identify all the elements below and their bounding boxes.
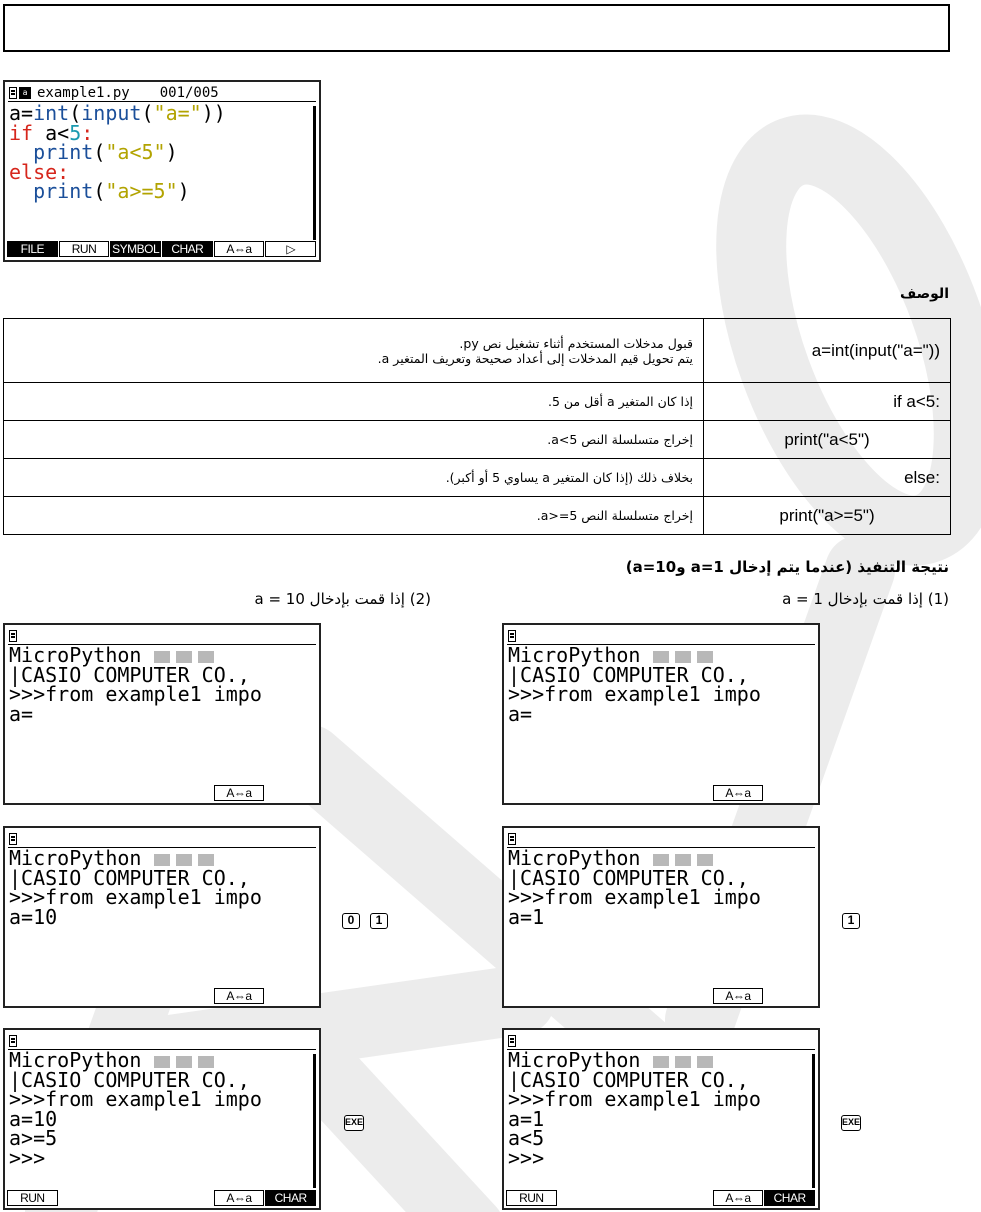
function-key xyxy=(162,785,213,801)
shell-function-keys xyxy=(7,988,317,1004)
battery-icon xyxy=(9,1035,17,1047)
code-statement: else: xyxy=(704,459,951,497)
function-key[interactable]: A⇔a xyxy=(713,988,764,1004)
function-key[interactable]: CHAR xyxy=(764,1190,815,1206)
blurred-version xyxy=(198,651,214,663)
function-key xyxy=(609,1190,660,1206)
description-line: يتم تحويل قيم المدخلات إلى أعداد صحيحة وتعريف المتغير a. xyxy=(377,350,693,366)
shell-text: MicroPython xyxy=(9,1048,142,1072)
key-1: 1 xyxy=(370,913,388,929)
shell-text: |CASIO COMPUTER CO., xyxy=(9,1067,250,1092)
code-token: else xyxy=(9,159,58,184)
function-key xyxy=(59,988,110,1004)
shell-text: MicroPython xyxy=(9,846,142,870)
shell-function-keys xyxy=(506,785,816,801)
shell-text: MicroPython xyxy=(508,846,641,870)
code-statement: if a<5: xyxy=(704,383,951,421)
battery-icon xyxy=(9,833,17,845)
function-key xyxy=(558,1190,609,1206)
description-row xyxy=(4,383,951,421)
blurred-version xyxy=(697,651,713,663)
description-row xyxy=(4,459,951,497)
code-token: )) xyxy=(201,101,226,125)
function-key[interactable]: SYMBOL xyxy=(112,242,160,256)
shell-text: >>>from example1 impo xyxy=(9,682,262,707)
editor-function-keys xyxy=(7,241,317,258)
blurred-version xyxy=(697,1056,713,1068)
code-token: a< xyxy=(33,120,70,145)
shell-output xyxy=(9,643,315,726)
code-statement: print("a>=5") xyxy=(704,497,951,535)
scrollbar xyxy=(812,1054,815,1188)
function-key xyxy=(506,988,557,1004)
code-token: ( xyxy=(141,101,154,125)
shell-text: MicroPython xyxy=(508,643,641,667)
blurred-version xyxy=(154,1056,170,1068)
code-token: input xyxy=(81,101,142,125)
code-token: : xyxy=(57,159,70,184)
function-key[interactable]: A⇔a xyxy=(214,1190,265,1206)
code-token: : xyxy=(81,120,94,145)
function-key xyxy=(764,785,815,801)
function-key xyxy=(7,785,58,801)
shell-screen-a10-input xyxy=(3,826,321,1008)
function-key[interactable]: RUN xyxy=(506,1190,557,1206)
description-line: إذا كان المتغير a أقل من 5. xyxy=(547,394,693,409)
function-key[interactable]: CHAR xyxy=(265,1190,316,1206)
shell-text: MicroPython xyxy=(9,643,142,667)
description-heading: الوصف xyxy=(899,286,949,302)
battery-icon xyxy=(508,1035,516,1047)
function-key xyxy=(59,1190,110,1206)
shell-line: a=1 xyxy=(508,904,545,929)
description-text xyxy=(4,383,704,421)
function-key xyxy=(558,988,609,1004)
shell-screen-a1-input xyxy=(502,826,820,1008)
code-token: print xyxy=(33,179,94,204)
shell-output xyxy=(9,846,315,929)
blurred-version xyxy=(176,854,192,866)
description-text xyxy=(4,497,704,535)
function-key xyxy=(661,988,712,1004)
function-key xyxy=(162,988,213,1004)
description-line: قبول مدخلات المستخدم أثناء تشغيل نص py. xyxy=(459,335,693,351)
python-file-icon: a xyxy=(19,87,31,99)
shell-line: a=1 xyxy=(508,1106,545,1131)
shell-function-keys xyxy=(506,1190,816,1206)
editor-status-bar xyxy=(9,84,219,102)
code-token: 5 xyxy=(69,120,82,145)
blurred-version xyxy=(653,1056,669,1068)
function-key xyxy=(609,785,660,801)
function-key xyxy=(162,1190,213,1206)
shell-text: >>>from example1 impo xyxy=(9,1087,262,1112)
description-text xyxy=(4,421,704,459)
function-key xyxy=(764,988,815,1004)
scrollbar xyxy=(313,1054,316,1188)
shell-output xyxy=(9,1048,315,1170)
battery-icon xyxy=(508,833,516,845)
function-key[interactable]: FILE xyxy=(7,241,58,257)
function-key xyxy=(59,785,110,801)
blurred-version xyxy=(176,1056,192,1068)
function-key[interactable]: ▷ xyxy=(265,241,316,257)
editor-code xyxy=(9,101,315,204)
result-heading: نتيجة التنفيذ (عندما يتم إدخال a=1 وa=10) xyxy=(625,558,949,576)
shell-line: a<5 xyxy=(508,1126,545,1151)
function-key[interactable]: A⇔a xyxy=(214,241,265,257)
blurred-version xyxy=(697,854,713,866)
battery-icon xyxy=(9,630,17,642)
description-row xyxy=(4,319,951,383)
code-token: ( xyxy=(93,140,106,165)
code-token: print xyxy=(33,140,94,165)
case1-label: (1) إذا قمت بإدخال a = 1 xyxy=(782,590,949,608)
function-key xyxy=(265,988,316,1004)
shell-line: >>> xyxy=(508,1145,545,1170)
description-line: بخلاف ذلك (إذا كان المتغير a يساوي 5 أو أكبر). xyxy=(445,470,693,485)
editor-filename: example1.py xyxy=(37,85,130,101)
shell-screen-a10-result xyxy=(3,1028,321,1210)
blurred-version xyxy=(653,651,669,663)
shell-screen-a1-result xyxy=(502,1028,820,1210)
shell-output xyxy=(508,1048,814,1170)
shell-text: MicroPython xyxy=(508,1048,641,1072)
blurred-version xyxy=(176,651,192,663)
blurred-version xyxy=(675,1056,691,1068)
shell-screen-a10-prompt xyxy=(3,623,321,805)
code-token: ) xyxy=(177,179,190,204)
shell-text: |CASIO COMPUTER CO., xyxy=(508,1067,749,1092)
shell-line: >>> xyxy=(9,1145,46,1170)
function-key xyxy=(661,1190,712,1206)
shell-text: |CASIO COMPUTER CO., xyxy=(9,865,250,890)
key-0: 0 xyxy=(342,913,360,929)
blurred-version xyxy=(154,854,170,866)
shell-function-keys xyxy=(7,1190,317,1206)
shell-line: a>=5 xyxy=(9,1126,58,1151)
function-key xyxy=(265,785,316,801)
shell-screen-a1-prompt xyxy=(502,623,820,805)
description-row xyxy=(4,497,951,535)
exe-key: EXE xyxy=(344,1115,364,1131)
code-token: ( xyxy=(69,101,82,125)
description-row xyxy=(4,421,951,459)
shell-line xyxy=(508,682,814,707)
function-key xyxy=(506,785,557,801)
shell-function-keys xyxy=(506,988,816,1004)
function-key xyxy=(7,988,58,1004)
function-key[interactable]: A⇔a xyxy=(214,785,265,801)
description-line: إخراج متسلسلة النص a<5. xyxy=(547,432,693,447)
code-token: ( xyxy=(93,179,106,204)
code-token: if xyxy=(9,120,34,145)
code-statement: a=int(input("a=")) xyxy=(704,319,951,383)
blurred-version xyxy=(675,854,691,866)
blurred-version xyxy=(198,854,214,866)
description-line: إخراج متسلسلة النص a>=5. xyxy=(536,508,693,523)
shell-text: |CASIO COMPUTER CO., xyxy=(508,865,749,890)
shell-text: |CASIO COMPUTER CO., xyxy=(9,662,250,687)
blurred-version xyxy=(653,854,669,866)
header-box xyxy=(3,4,950,52)
shell-text: |CASIO COMPUTER CO., xyxy=(508,662,749,687)
shell-line xyxy=(508,1087,814,1112)
shell-line: a=10 xyxy=(9,904,58,929)
battery-icon xyxy=(9,87,17,99)
code-statement: print("a<5") xyxy=(704,421,951,459)
code-line xyxy=(9,179,315,204)
code-token xyxy=(9,179,33,203)
blurred-version xyxy=(675,651,691,663)
function-key xyxy=(110,785,161,801)
code-token: a= xyxy=(9,101,34,125)
description-text xyxy=(4,459,704,497)
shell-line: a= xyxy=(9,701,34,726)
code-token: ) xyxy=(165,140,178,165)
shell-function-keys xyxy=(7,785,317,801)
description-text xyxy=(4,319,704,383)
scrollbar xyxy=(313,106,316,240)
function-key[interactable]: A⇔a xyxy=(713,785,764,801)
function-key[interactable]: A⇔a xyxy=(214,988,265,1004)
shell-line xyxy=(508,885,814,910)
editor-line-position: 001/005 xyxy=(159,85,219,101)
function-key xyxy=(110,1190,161,1206)
code-token: "a=" xyxy=(153,101,202,125)
shell-line: a=10 xyxy=(9,1106,58,1131)
function-key[interactable]: CHAR xyxy=(162,241,213,257)
shell-output xyxy=(508,643,814,726)
battery-icon xyxy=(508,630,516,642)
code-token: "a>=5" xyxy=(105,179,178,204)
shell-text: >>>from example1 impo xyxy=(9,885,262,910)
key-1: 1 xyxy=(842,913,860,929)
shell-text: >>>from example1 impo xyxy=(508,885,761,910)
function-key xyxy=(661,785,712,801)
shell-line: a= xyxy=(508,701,533,726)
description-table xyxy=(3,318,951,535)
function-key xyxy=(609,988,660,1004)
function-key[interactable]: RUN xyxy=(7,1190,58,1206)
function-key[interactable]: RUN xyxy=(59,241,110,257)
shell-line xyxy=(9,682,315,707)
exe-key: EXE xyxy=(841,1115,861,1131)
shell-text: >>>from example1 impo xyxy=(508,1087,761,1112)
code-token: "a<5" xyxy=(105,140,166,165)
function-key xyxy=(110,988,161,1004)
blurred-version xyxy=(154,651,170,663)
editor-screen xyxy=(3,80,321,262)
function-key[interactable]: A⇔a xyxy=(713,1190,764,1206)
code-token: int xyxy=(33,101,70,125)
case2-label: (2) إذا قمت بإدخال a = 10 xyxy=(254,590,431,608)
function-key xyxy=(558,785,609,801)
blurred-version xyxy=(198,1056,214,1068)
shell-text: >>>from example1 impo xyxy=(508,682,761,707)
shell-output xyxy=(508,846,814,929)
